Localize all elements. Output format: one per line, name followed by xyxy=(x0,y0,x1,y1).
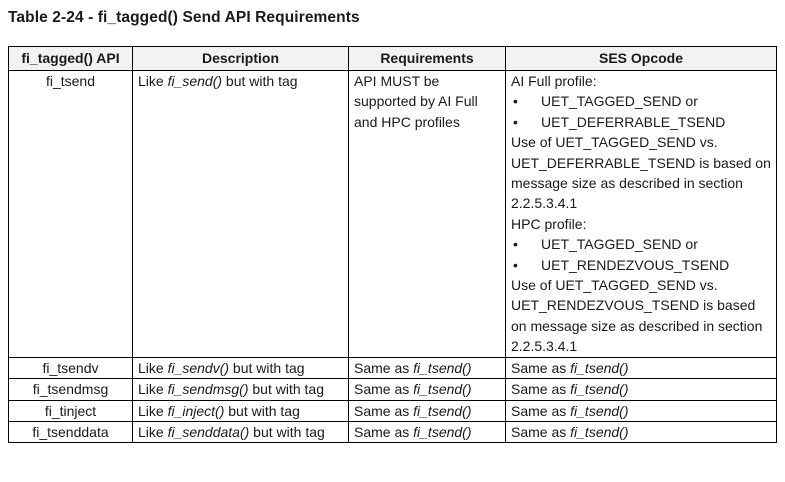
table-row xyxy=(9,357,777,378)
same-as-text: Same as xyxy=(511,381,571,398)
function-name: fi_sendv() xyxy=(167,359,230,376)
same-as-text: Same as xyxy=(511,402,571,419)
list-item: • UET_TAGGED_SEND or xyxy=(511,234,771,254)
description-text: Like xyxy=(138,359,168,376)
function-name: fi_tsend() xyxy=(570,381,629,398)
hpc-profile-note: Use of UET_TAGGED_SEND vs. UET_RENDEZVOUS_TSEND is based on message size as described in section 2.2.5.3.4.1 xyxy=(511,277,763,355)
api-cell: fi_tinject xyxy=(9,400,133,421)
list-item: • UET_TAGGED_SEND or xyxy=(511,91,771,111)
description-cell xyxy=(133,71,349,358)
table-row xyxy=(9,400,777,421)
description-text: Like xyxy=(138,73,168,89)
api-cell: fi_tsendmsg xyxy=(9,379,133,400)
requirements-cell xyxy=(349,400,506,421)
same-as-text: Same as xyxy=(354,381,414,398)
function-name: fi_tsend() xyxy=(570,402,629,419)
table-row xyxy=(9,379,777,400)
description-text: but with tag xyxy=(222,73,298,89)
description-text: but with tag xyxy=(248,381,324,398)
same-as-text: Same as xyxy=(354,423,414,440)
header-description: Description xyxy=(133,47,349,71)
function-name: fi_sendmsg() xyxy=(167,381,249,398)
send-api-requirements-table xyxy=(8,46,777,443)
requirements-cell xyxy=(349,421,506,442)
function-name: fi_tsend() xyxy=(413,423,472,440)
table-row xyxy=(9,421,777,442)
description-cell xyxy=(133,379,349,400)
description-cell xyxy=(133,421,349,442)
function-name: fi_send() xyxy=(167,73,223,89)
function-name: fi_inject() xyxy=(167,402,225,419)
same-as-text: Same as xyxy=(354,402,414,419)
opcode-cell xyxy=(506,400,777,421)
description-cell xyxy=(133,400,349,421)
function-name: fi_tsend() xyxy=(413,359,472,376)
header-requirements: Requirements xyxy=(349,47,506,71)
header-ses-opcode: SES Opcode xyxy=(506,47,777,71)
requirements-cell xyxy=(349,357,506,378)
table-row xyxy=(9,71,777,358)
requirements-cell xyxy=(349,379,506,400)
description-text: Like xyxy=(138,423,168,440)
description-text: but with tag xyxy=(229,359,305,376)
opcode-cell xyxy=(506,421,777,442)
api-cell: fi_tsend xyxy=(9,71,133,358)
list-item: • UET_DEFERRABLE_TSEND xyxy=(511,112,771,132)
requirements-cell: API MUST be supported by AI Full and HPC profiles xyxy=(349,71,506,358)
same-as-text: Same as xyxy=(511,423,571,440)
ai-profile-note: Use of UET_TAGGED_SEND vs. UET_DEFERRABLE_TSEND is based on message size as described in section 2.2.5.3.4.1 xyxy=(511,134,771,212)
description-cell xyxy=(133,357,349,378)
ai-opcode-list xyxy=(511,91,771,132)
hpc-opcode-list xyxy=(511,234,771,275)
opcode-cell xyxy=(506,357,777,378)
same-as-text: Same as xyxy=(511,359,571,376)
api-cell: fi_tsendv xyxy=(9,357,133,378)
function-name: fi_senddata() xyxy=(167,423,250,440)
api-cell: fi_tsenddata xyxy=(9,421,133,442)
description-text: Like xyxy=(138,402,168,419)
opcode-cell xyxy=(506,71,777,358)
description-text: but with tag xyxy=(224,402,300,419)
description-text: Like xyxy=(138,381,168,398)
function-name: fi_tsend() xyxy=(413,381,472,398)
hpc-profile-label: HPC profile: xyxy=(511,215,587,232)
function-name: fi_tsend() xyxy=(570,359,629,376)
function-name: fi_tsend() xyxy=(413,402,472,419)
header-api: fi_tagged() API xyxy=(9,47,133,71)
same-as-text: Same as xyxy=(354,359,414,376)
list-item: • UET_RENDEZVOUS_TSEND xyxy=(511,255,771,275)
ai-profile-label: AI Full profile: xyxy=(511,73,597,89)
table-caption: Table 2-24 - fi_tagged() Send API Requirements xyxy=(8,9,360,26)
table-header-row xyxy=(9,47,777,71)
opcode-cell xyxy=(506,379,777,400)
function-name: fi_tsend() xyxy=(570,423,629,440)
description-text: but with tag xyxy=(249,423,325,440)
